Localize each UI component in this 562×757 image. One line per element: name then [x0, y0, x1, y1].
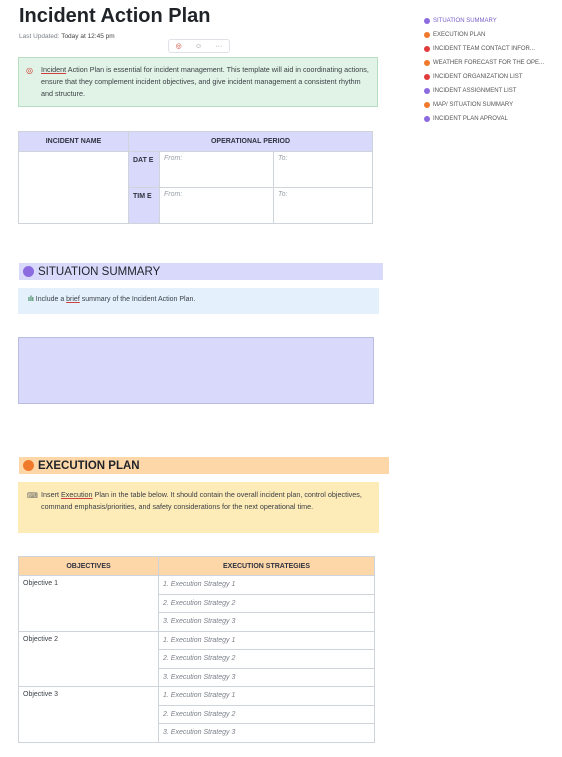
- circle-icon: [424, 88, 430, 94]
- outline-item[interactable]: [424, 42, 559, 56]
- circle-icon: [23, 266, 34, 277]
- strategy-text: 3. Execution Strategy 3: [163, 673, 236, 681]
- circle-icon: [424, 32, 430, 38]
- objective-cell[interactable]: Objective 2: [19, 631, 159, 687]
- outline-item-label: INCIDENT ASSIGNMENT LIST: [433, 88, 517, 94]
- situation-callout-post: summary of the Incident Action Plan.: [79, 296, 196, 303]
- circle-icon: [424, 116, 430, 122]
- intro-text: Action Plan is essential for incident management. This template will aid in coordinating actions, ensure that they complement incident objectives, and give incident management a consistent rhythm and structure.: [41, 65, 369, 98]
- table-row: [19, 687, 375, 706]
- strategy-text: 1. Execution Strategy 1: [163, 692, 236, 700]
- strategy-cell[interactable]: [159, 594, 375, 613]
- execution-callout-pre: Insert: [41, 490, 61, 499]
- strategy-cell[interactable]: [159, 650, 375, 669]
- table-row: [19, 576, 375, 595]
- more-icon[interactable]: ···: [215, 42, 223, 50]
- strategy-text: 2. Execution Strategy 2: [163, 655, 236, 663]
- last-updated-label: Last Updated:: [19, 33, 60, 40]
- circle-icon: [424, 18, 430, 24]
- outline-item[interactable]: [424, 112, 559, 126]
- execution-plan-heading: [19, 457, 389, 474]
- time-to-cell[interactable]: To:: [274, 188, 373, 224]
- outline-item[interactable]: [424, 70, 559, 84]
- strategy-cell[interactable]: [159, 687, 375, 706]
- target-icon: ◎: [26, 66, 33, 75]
- strategy-text: 3. Execution Strategy 3: [163, 618, 236, 626]
- objective-cell[interactable]: Objective 1: [19, 576, 159, 632]
- operational-period-header: OPERATIONAL PERIOD: [129, 132, 373, 152]
- outline-item-label: INCIDENT ORGANIZATION LIST: [433, 74, 523, 80]
- situation-callout-pre: Include a: [35, 296, 67, 303]
- outline-item-label: EXECUTION PLAN: [433, 32, 486, 38]
- execution-table: [18, 556, 375, 743]
- incident-name-header: INCIDENT NAME: [19, 132, 129, 152]
- outline-item[interactable]: [424, 84, 559, 98]
- circle-icon: [424, 46, 430, 52]
- outline-item-label: SITUATION SUMMARY: [433, 18, 497, 24]
- strategy-cell[interactable]: [159, 705, 375, 724]
- objectives-header: OBJECTIVES: [19, 557, 159, 576]
- execution-strategies-header: EXECUTION STRATEGIES: [159, 557, 375, 576]
- last-updated: [19, 33, 115, 40]
- time-from-cell[interactable]: From:: [160, 188, 274, 224]
- outline-item-label: MAP/ SITUATION SUMMARY: [433, 102, 514, 108]
- intro-callout: [18, 57, 378, 107]
- strategy-text: 2. Execution Strategy 2: [163, 599, 236, 607]
- last-updated-value: Today at 12:45 pm: [61, 33, 115, 40]
- strategy-cell[interactable]: [159, 613, 375, 632]
- intro-word: Incident: [41, 65, 67, 74]
- objective-cell[interactable]: Objective 3: [19, 687, 159, 743]
- incident-table: [18, 131, 373, 224]
- reaction-toolbar[interactable]: [168, 39, 230, 53]
- date-from-cell[interactable]: From:: [160, 152, 274, 188]
- date-label: DAT E: [129, 152, 160, 188]
- outline-item-label: INCIDENT PLAN APROVAL: [433, 116, 508, 122]
- outline-item[interactable]: [424, 98, 559, 112]
- execution-callout: [18, 482, 379, 533]
- table-row: [19, 631, 375, 650]
- strategy-text: 1. Execution Strategy 1: [163, 581, 236, 589]
- outline-item[interactable]: [424, 28, 559, 42]
- keyboard-icon: ⌨: [27, 491, 38, 500]
- situation-summary-box[interactable]: [18, 337, 374, 404]
- strategy-cell[interactable]: [159, 631, 375, 650]
- date-to-cell[interactable]: To:: [274, 152, 373, 188]
- strategy-text: 2. Execution Strategy 2: [163, 710, 236, 718]
- target-icon[interactable]: ◎: [175, 43, 182, 50]
- smiley-icon[interactable]: ☺: [194, 42, 203, 50]
- situation-callout: [18, 288, 379, 314]
- bar-chart-icon: ılı: [28, 296, 34, 303]
- incident-name-cell[interactable]: [19, 152, 129, 224]
- outline-nav: [424, 14, 559, 126]
- execution-plan-title: EXECUTION PLAN: [38, 459, 140, 472]
- outline-item-label: INCIDENT TEAM CONTACT INFOR...: [433, 46, 535, 52]
- situation-summary-title: SITUATION SUMMARY: [38, 265, 161, 278]
- outline-item-label: WEATHER FORECAST FOR THE OPE...: [433, 60, 545, 66]
- outline-item[interactable]: [424, 14, 559, 28]
- circle-icon: [424, 74, 430, 80]
- strategy-text: 1. Execution Strategy 1: [163, 636, 236, 644]
- strategy-cell[interactable]: [159, 724, 375, 743]
- circle-icon: [23, 460, 34, 471]
- strategy-cell[interactable]: [159, 576, 375, 595]
- circle-icon: [424, 60, 430, 66]
- page-title: Incident Action Plan: [19, 5, 211, 27]
- outline-item[interactable]: [424, 56, 559, 70]
- situation-summary-heading: [19, 263, 383, 280]
- execution-callout-word: Execution: [60, 490, 93, 499]
- circle-icon: [424, 102, 430, 108]
- strategy-cell[interactable]: [159, 668, 375, 687]
- time-label: TIM E: [129, 188, 160, 224]
- execution-callout-post: Plan in the table below. It should contain the overall incident plan, control objectives, command emphasis/priorities, and safety considerations for the next operational time.: [41, 490, 362, 511]
- situation-callout-word: brief: [66, 296, 80, 303]
- strategy-text: 3. Execution Strategy 3: [163, 729, 236, 737]
